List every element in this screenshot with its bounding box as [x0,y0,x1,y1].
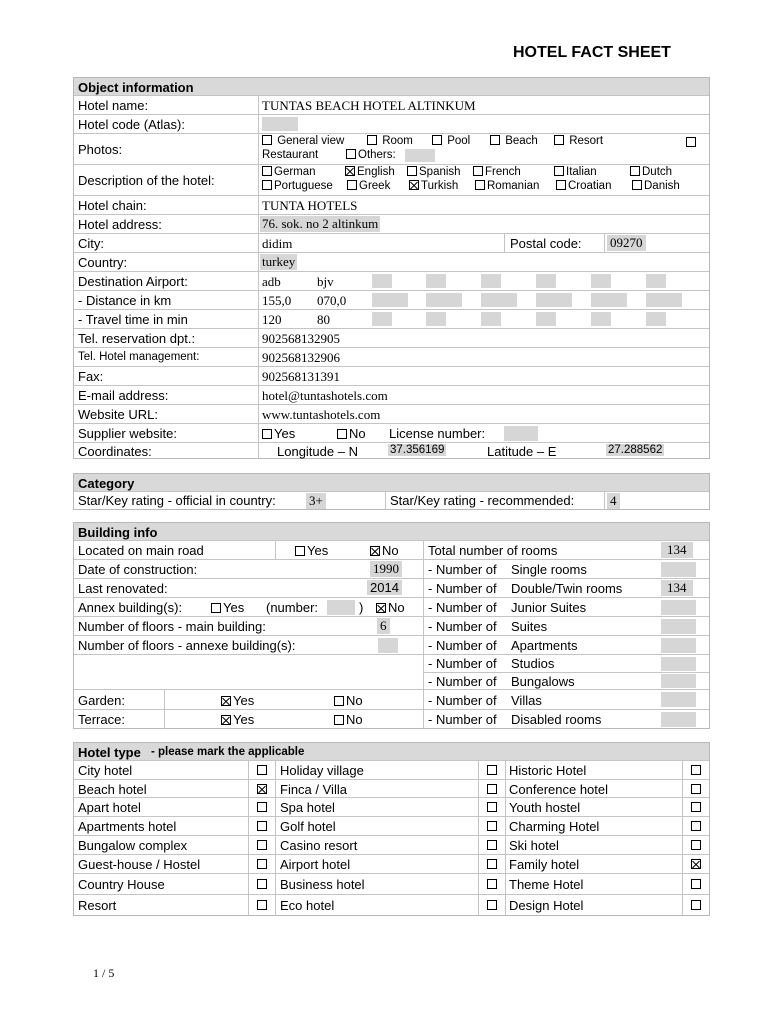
latitude-label: Latitude – E [487,444,557,459]
license-number-field[interactable] [504,426,538,441]
room-count-field[interactable] [661,619,696,634]
distance-5-field[interactable] [481,293,517,307]
hotel-type-label: Apart hotel [78,800,141,815]
floors-annex-field[interactable] [378,638,398,653]
travel-time-row [74,310,709,329]
checkbox[interactable] [262,166,272,176]
supplier-yes-option[interactable]: Yes [262,426,295,441]
total-rooms-label: Total number of rooms [428,543,558,558]
page-number: 1 / 5 [93,966,115,980]
annex-number-field[interactable] [327,600,355,615]
airport-1-field[interactable]: adb [262,274,281,289]
room-prefix: - Number of [428,674,497,689]
distance-7-field[interactable] [591,293,627,307]
room-count-field[interactable] [661,657,696,671]
room-prefix: - Number of [428,619,497,634]
category-section [73,473,710,510]
terrace-yes[interactable]: Yes [221,712,254,727]
hotel-type-row [74,817,709,836]
lang-french[interactable]: French [473,166,521,178]
main-road-row [74,541,424,560]
airport-2-field[interactable]: bjv [317,274,334,289]
room-type-label: Disabled rooms [511,712,602,727]
hotel-type-section [73,742,710,916]
hotel-type-label: Holiday village [280,763,364,778]
hotel-type-row [74,855,709,874]
airport-3-field[interactable] [372,274,392,288]
distance-row [74,291,709,310]
lang-portuguese[interactable]: Portuguese [262,180,333,192]
tel-management-field[interactable]: 902568132906 [262,350,340,365]
travel-6-field[interactable] [536,312,556,326]
official-rating-field[interactable]: 3+ [306,493,326,509]
photo-resort[interactable]: Resort [554,135,603,147]
coordinates-label: Coordinates: [78,444,152,459]
hotel-type-label: Ski hotel [509,838,559,853]
floors-main-row [74,617,424,636]
hotel-type-label: Bungalow complex [78,838,188,853]
fax-row [74,367,709,386]
hotel-name-row [74,96,709,115]
postal-code-label: Postal code: [510,236,582,251]
hotel-type-label: Family hotel [509,857,580,872]
room-prefix: - Number of [428,693,497,708]
travel-7-field[interactable] [591,312,611,326]
annex-row [74,598,424,617]
travel-5-field[interactable] [481,312,501,326]
checkbox[interactable] [691,900,701,910]
airport-5-field[interactable] [481,274,501,288]
checkbox[interactable] [257,879,267,889]
checkbox-checked[interactable] [221,696,231,706]
checkbox-checked[interactable] [221,715,231,725]
hotel-chain-field[interactable]: TUNTA HOTELS [262,198,358,213]
room-count-field[interactable] [661,712,696,727]
checkbox[interactable] [487,821,497,831]
floors-annex-row [74,636,424,655]
room-type-row [424,673,709,690]
hotel-type-label: Eco hotel [280,898,335,913]
checkbox[interactable] [257,859,267,869]
hotel-address-row [74,215,709,234]
annex-no[interactable]: No [376,600,405,615]
checkbox[interactable] [487,765,497,775]
star-rating-row [74,492,709,510]
checkbox-checked[interactable] [257,784,267,794]
distance-1-field[interactable]: 155,0 [262,293,292,308]
travel-8-field[interactable] [646,312,666,326]
airport-8-field[interactable] [646,274,666,288]
photos-label: Photos: [78,142,123,157]
hotel-type-label: Business hotel [280,877,365,892]
renovated-field[interactable]: 2014 [367,580,402,595]
hotel-type-label: Country House [78,877,165,892]
checkbox[interactable] [473,166,483,176]
city-label: City: [78,236,104,251]
hotel-type-row [74,761,709,780]
section-title: Building info [78,525,158,540]
airport-4-field[interactable] [426,274,446,288]
photo-pool[interactable]: Pool [432,135,470,147]
room-type-row [424,655,709,673]
checkbox[interactable] [346,149,356,159]
latitude-field[interactable]: 27.288562 [608,444,663,456]
page-title: HOTEL FACT SHEET [513,44,671,61]
website-field[interactable]: www.tuntashotels.com [262,407,381,422]
photo-room[interactable]: Room [367,135,413,147]
checkbox[interactable] [337,429,347,439]
lang-german[interactable]: German [262,166,316,178]
checkbox[interactable] [367,135,377,145]
room-prefix: - Number of [428,638,497,653]
distance-label: - Distance in km [78,293,172,308]
supplier-website-row [74,424,709,443]
checkbox[interactable] [407,166,417,176]
checkbox[interactable] [257,802,267,812]
checkbox[interactable] [487,900,497,910]
fax-field[interactable]: 902568131391 [262,369,340,384]
section-title: Object information [78,80,194,95]
checkbox[interactable] [630,166,640,176]
distance-3-field[interactable] [372,293,408,307]
country-row [74,253,709,272]
photo-others-field[interactable] [405,149,435,162]
checkbox[interactable] [347,180,357,190]
checkbox[interactable] [691,802,701,812]
checkbox[interactable] [691,879,701,889]
total-rooms-row [424,541,709,560]
hotel-type-label: Design Hotel [509,898,584,913]
building-info-header [74,523,709,541]
hotel-type-label: Youth hostel [509,800,581,815]
hotel-type-row [74,874,709,895]
airport-7-field[interactable] [591,274,611,288]
double-rooms-field[interactable]: 134 [661,580,693,596]
checkbox-checked[interactable] [691,859,701,869]
annex-label: Annex building(s): [78,600,183,615]
construction-row [74,560,424,579]
hotel-type-label: Airport hotel [280,857,351,872]
postal-code-field[interactable]: 09270 [607,235,646,251]
email-label: E-mail address: [78,388,169,403]
tel-reservation-field[interactable]: 902568132905 [262,331,340,346]
annex-number-label: (number: [266,600,319,615]
lang-spanish[interactable]: Spanish [407,166,461,178]
terrace-label: Terrace: [78,712,125,727]
hotel-type-header [74,743,709,761]
hotel-type-label: Guest-house / Hostel [78,857,201,872]
photo-general-view[interactable]: General view [262,135,344,147]
checkbox[interactable] [554,166,564,176]
room-prefix: - Number of [428,600,497,615]
annex-close-paren: ) [359,600,364,615]
hotel-code-label: Hotel code (Atlas): [78,117,185,132]
room-type-label: Double/Twin rooms [511,581,623,596]
room-type-label: Apartments [511,638,578,653]
hotel-type-label: Casino resort [280,838,358,853]
lang-english[interactable]: English [345,166,395,178]
photos-row [74,134,709,165]
hotel-type-label: Apartments hotel [78,819,177,834]
website-row [74,405,709,424]
checkbox[interactable] [211,603,221,613]
room-type-row [424,617,709,636]
photo-others[interactable]: Others: [346,149,396,161]
checkbox[interactable] [691,840,701,850]
hotel-code-field[interactable] [262,117,298,131]
photo-beach[interactable]: Beach [490,135,538,147]
checkbox[interactable] [262,180,272,190]
hotel-type-label: Resort [78,898,117,913]
country-label: Country: [78,255,128,270]
hotel-type-label: Golf hotel [280,819,336,834]
room-type-label: Bungalows [511,674,575,689]
tel-reservation-label: Tel. reservation dpt.: [78,331,196,346]
checkbox[interactable] [691,821,701,831]
hotel-name-label: Hotel name: [78,98,149,113]
renovated-label: Last renovated: [78,581,168,596]
garden-row [74,690,424,710]
garden-no[interactable]: No [334,693,363,708]
lang-greek[interactable]: Greek [347,180,390,192]
room-count-field[interactable] [661,638,696,653]
hotel-type-row [74,798,709,817]
checkbox[interactable] [432,135,442,145]
room-type-row [424,710,709,729]
construction-field[interactable]: 1990 [370,561,402,577]
hotel-type-label: Charming Hotel [509,819,600,834]
room-count-field[interactable] [661,600,696,615]
hotel-type-row [74,836,709,855]
travel-2-field[interactable]: 80 [317,312,330,327]
recommended-rating-field[interactable]: 4 [607,493,620,509]
room-prefix: - Number of [428,656,497,671]
annex-yes[interactable]: Yes [211,600,244,615]
checkbox[interactable] [691,784,701,794]
floors-main-field[interactable]: 6 [377,618,390,634]
room-prefix: - Number of [428,581,497,596]
checkbox[interactable] [691,765,701,775]
checkbox[interactable] [257,821,267,831]
main-road-no[interactable]: No [370,543,399,558]
tel-management-row [74,348,709,367]
distance-4-field[interactable] [426,293,462,307]
checkbox[interactable] [257,900,267,910]
distance-8-field[interactable] [646,293,682,307]
lang-turkish[interactable]: Turkish [409,180,458,192]
hotel-chain-row [74,196,709,215]
blank-row [74,655,424,690]
checkbox-checked[interactable] [345,166,355,176]
fax-label: Fax: [78,369,104,384]
room-prefix: - Number of [428,712,497,727]
room-count-field[interactable] [661,562,696,577]
hotel-name-field[interactable]: TUNTAS BEACH HOTEL ALTINKUM [262,98,476,113]
official-rating-label: Star/Key rating - official in country: [78,493,276,508]
checkbox[interactable] [487,879,497,889]
coordinates-row [74,443,709,460]
hotel-type-label: Finca / Villa [280,782,347,797]
country-field[interactable]: turkey [262,254,296,269]
checkbox-checked[interactable] [409,180,419,190]
garden-yes[interactable]: Yes [221,693,254,708]
distance-6-field[interactable] [536,293,572,307]
total-rooms-field[interactable]: 134 [661,542,693,558]
main-road-yes[interactable]: Yes [295,543,328,558]
terrace-row [74,710,424,729]
room-type-row [424,690,709,710]
section-note: - please mark the applicable [151,746,305,758]
checkbox[interactable] [490,135,500,145]
room-type-label: Junior Suites [511,600,587,615]
longitude-field[interactable]: 37.356169 [390,444,445,456]
recommended-rating-label: Star/Key rating - recommended: [390,493,575,508]
hotel-address-label: Hotel address: [78,217,162,232]
room-type-label: Suites [511,619,548,634]
renovated-row [74,579,424,598]
website-label: Website URL: [78,407,158,422]
longitude-label: Longitude – N [277,444,358,459]
terrace-no[interactable]: No [334,712,363,727]
email-field[interactable]: hotel@tuntashotels.com [262,388,388,403]
room-type-row [424,636,709,655]
supplier-website-label: Supplier website: [78,426,177,441]
photo-restaurant-label: Restaurant [262,149,319,161]
tel-reservation-row [74,329,709,348]
travel-4-field[interactable] [426,312,446,326]
checkbox-checked[interactable] [370,546,380,556]
city-field[interactable]: didim [262,236,293,251]
checkbox[interactable] [257,765,267,775]
lang-italian[interactable]: Italian [554,166,597,178]
hotel-type-row [74,780,709,798]
lang-danish[interactable]: Danish [632,180,680,192]
lang-romanian[interactable]: Romanian [475,180,539,192]
airport-label: Destination Airport: [78,274,188,289]
checkbox[interactable] [487,802,497,812]
checkbox[interactable] [554,135,564,145]
hotel-type-row [74,895,709,915]
travel-3-field[interactable] [372,312,392,326]
hotel-type-label: Conference hotel [509,782,609,797]
checkbox[interactable] [262,135,272,145]
floors-annex-label: Number of floors - annexe building(s): [78,638,296,653]
checkbox[interactable] [487,784,497,794]
checkbox[interactable] [334,715,344,725]
travel-1-field[interactable]: 120 [262,312,282,327]
room-count-field[interactable] [661,692,696,707]
airport-row [74,272,709,291]
construction-label: Date of construction: [78,562,198,577]
checkbox[interactable] [257,840,267,850]
garden-label: Garden: [78,693,125,708]
hotel-type-label: Spa hotel [280,800,335,815]
room-type-label: Villas [511,693,542,708]
hotel-code-row [74,115,709,134]
description-label: Description of the hotel: [78,173,215,188]
airport-6-field[interactable] [536,274,556,288]
checkbox[interactable] [295,546,305,556]
category-header [74,474,709,492]
checkbox[interactable] [632,180,642,190]
lang-croatian[interactable]: Croatian [556,180,611,192]
checkbox[interactable] [262,429,272,439]
checkbox-checked[interactable] [376,603,386,613]
supplier-no-option[interactable]: No [337,426,366,441]
checkbox[interactable] [475,180,485,190]
checkbox[interactable] [487,859,497,869]
room-type-label: Studios [511,656,555,671]
room-type-row [424,598,709,617]
distance-2-field[interactable]: 070,0 [317,293,347,308]
section-title: Hotel type [78,745,141,760]
hotel-type-label: Beach hotel [78,782,147,797]
tel-management-label: Tel. Hotel management: [78,351,200,363]
room-type-row [424,579,709,598]
floors-main-label: Number of floors - main building: [78,619,266,634]
hotel-type-label: City hotel [78,763,133,778]
object-information-header [74,78,709,96]
room-type-label: Single rooms [511,562,587,577]
main-road-label: Located on main road [78,543,204,558]
room-type-row [424,560,709,579]
building-info-section [73,522,710,729]
checkbox[interactable] [487,840,497,850]
checkbox[interactable] [334,696,344,706]
hotel-type-label: Historic Hotel [509,763,587,778]
description-row [74,165,709,196]
checkbox[interactable] [556,180,566,190]
travel-time-label: - Travel time in min [78,312,188,327]
license-number-label: License number: [389,426,486,441]
section-title: Category [78,476,135,491]
hotel-address-field[interactable]: 76. sok. no 2 altinkum [262,216,379,231]
hotel-chain-label: Hotel chain: [78,198,147,213]
photo-restaurant-checkbox[interactable] [686,137,696,147]
room-prefix: - Number of [428,562,497,577]
lang-dutch[interactable]: Dutch [630,166,672,178]
object-information-section [73,77,710,459]
room-count-field[interactable] [661,674,696,688]
city-row [74,234,709,253]
email-row [74,386,709,405]
hotel-type-label: Theme Hotel [509,877,584,892]
